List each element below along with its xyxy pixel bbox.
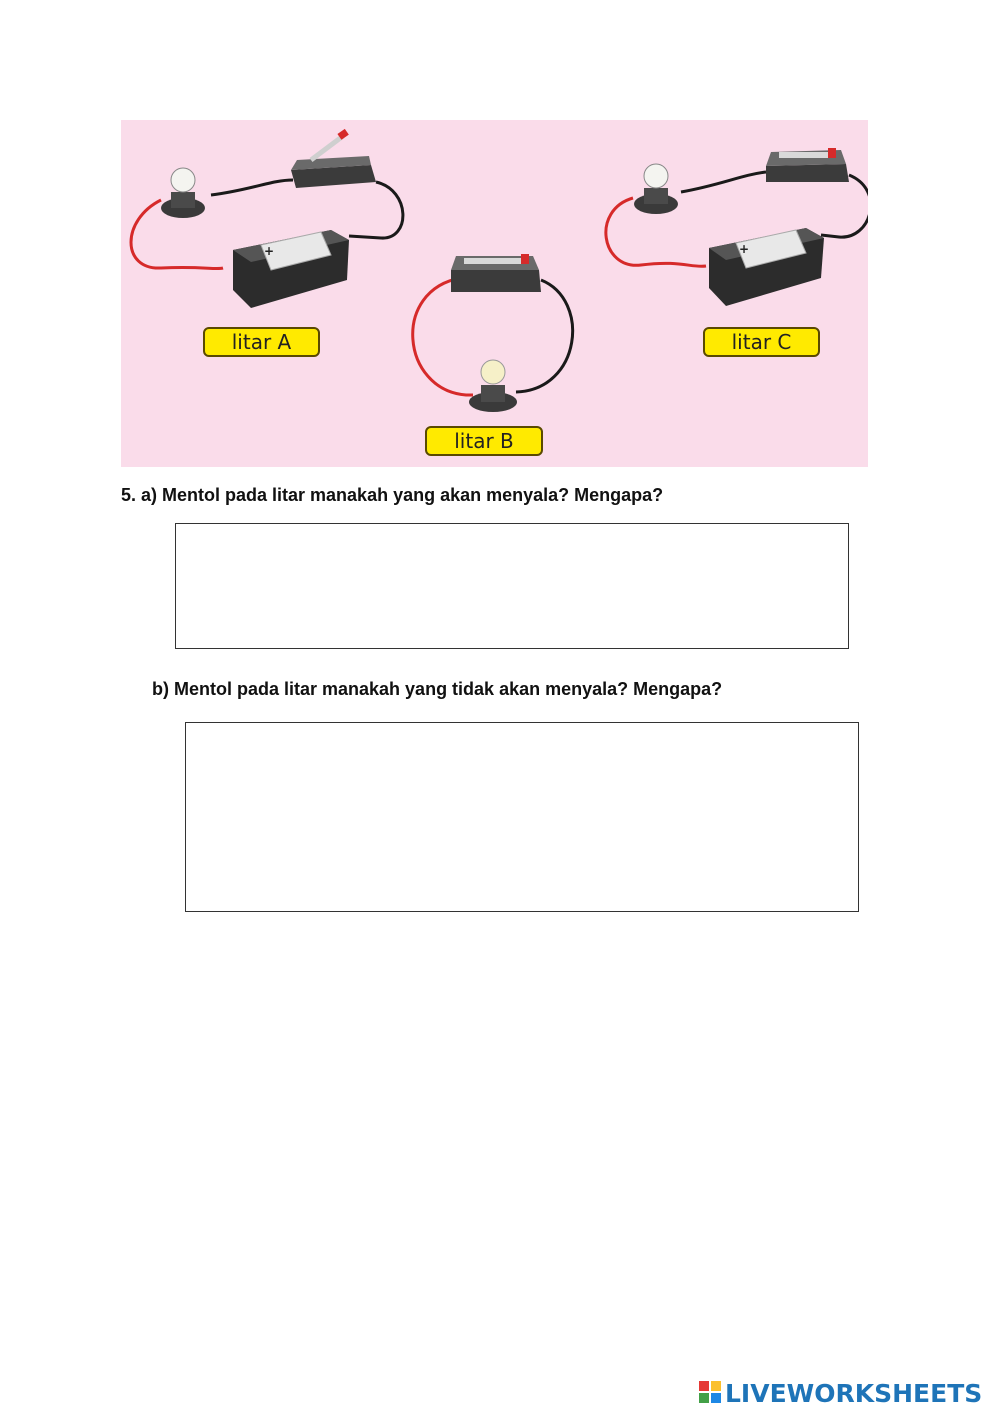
label-litar-c: litar C <box>703 327 820 357</box>
wire-red-b <box>413 278 473 395</box>
switch-handle-b <box>521 254 529 264</box>
liveworksheets-logo-icon <box>699 1381 723 1405</box>
battery-plus-a: + <box>264 244 275 258</box>
bulb-socket-b <box>481 385 505 402</box>
wire-black-c1 <box>681 172 766 192</box>
switch-lever-c <box>779 152 831 158</box>
wire-black-b <box>516 280 573 392</box>
wire-black-a2 <box>349 182 403 238</box>
bulb-glass-c <box>644 164 668 188</box>
bulb-socket-a <box>171 192 195 208</box>
answer-box-5a[interactable] <box>175 523 849 649</box>
circuit-a <box>131 129 403 308</box>
switch-base-c <box>766 164 849 182</box>
circuit-b <box>413 254 573 412</box>
battery-plus-c: + <box>739 242 750 256</box>
label-litar-a: litar A <box>203 327 320 357</box>
switch-lever-a <box>311 136 343 160</box>
bulb-socket-c <box>644 188 668 204</box>
answer-box-5b[interactable] <box>185 722 859 912</box>
liveworksheets-watermark <box>699 1376 982 1410</box>
wire-black-a1 <box>211 180 293 195</box>
switch-lever-b <box>464 258 524 264</box>
switch-handle-c <box>828 148 836 158</box>
circuit-illustration <box>121 120 868 467</box>
bulb-glass-b <box>481 360 505 384</box>
circuit-c <box>606 148 868 306</box>
watermark-text: LIVEWORKSHEETS <box>725 1378 983 1408</box>
bulb-glass-a <box>171 168 195 192</box>
circuit-figure <box>121 120 868 467</box>
label-litar-b: litar B <box>425 426 543 456</box>
wire-black-c2 <box>821 175 868 237</box>
switch-base-b <box>451 270 541 292</box>
question-5b: b) Mentol pada litar manakah yang tidak akan menyala? Mengapa? <box>152 679 723 699</box>
question-5a: 5. a) Mentol pada litar manakah yang akan menyala? Mengapa? <box>121 485 664 505</box>
